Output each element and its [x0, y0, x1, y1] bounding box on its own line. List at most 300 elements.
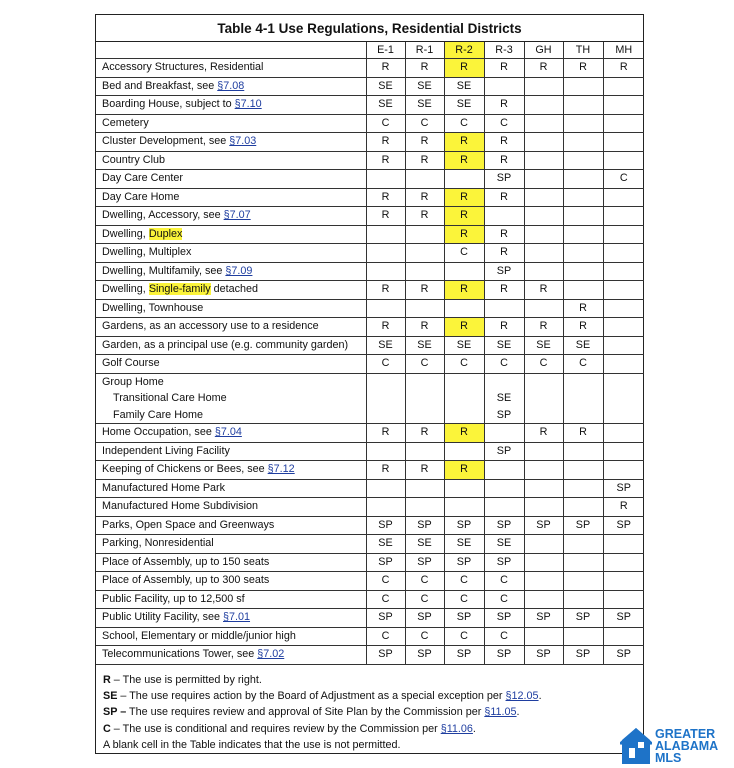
section-link[interactable]: §11.06 [440, 722, 473, 735]
permission-cell: C [524, 355, 563, 374]
section-link[interactable]: §7.07 [223, 209, 251, 221]
table-row [96, 535, 644, 554]
section-link[interactable]: §7.12 [267, 463, 295, 476]
table-row [96, 318, 644, 337]
permission-cell: SP [366, 609, 405, 628]
label-text: Dwelling, Multiplex [102, 246, 192, 258]
column-header-r-1: R-1 [405, 42, 444, 59]
permission-cell [366, 498, 405, 517]
permission-cell [405, 479, 444, 498]
permission-cell: SP [603, 609, 644, 628]
permission-cell [405, 299, 444, 318]
group-spacer [485, 374, 524, 391]
permission-cell [603, 424, 644, 443]
permission-cell [603, 77, 644, 96]
legend-line [103, 672, 542, 688]
permission-cell: SP [524, 646, 563, 665]
permission-cell: SP [524, 609, 563, 628]
permission-cell [524, 225, 563, 244]
permission-cell [563, 572, 603, 591]
use-label-cell [96, 170, 366, 189]
legend-bold: SP – [103, 706, 127, 719]
permission-cell [366, 299, 405, 318]
permission-cell [563, 479, 603, 498]
permission-cell [563, 114, 603, 133]
permission-cell: C [484, 114, 524, 133]
permission-cell [603, 535, 644, 554]
column-header-th: TH [563, 42, 603, 59]
permission-code [406, 390, 444, 407]
subgroup-label: Transitional Care Home [113, 392, 227, 405]
permission-cell: SP [444, 553, 484, 572]
section-link[interactable]: §7.09 [225, 264, 253, 277]
permission-cell [603, 262, 644, 281]
table-row [96, 590, 644, 609]
label-text: Place of Assembly, up to 150 seats [102, 555, 270, 568]
permission-cell [563, 133, 603, 152]
permission-cell: C [444, 627, 484, 646]
label-text: Dwelling, [102, 283, 149, 295]
permission-code: SE [496, 392, 512, 405]
permission-cell [524, 535, 563, 554]
permission-code [406, 407, 444, 424]
label-text: School, Elementary or middle/junior high [102, 629, 296, 642]
permission-cell [484, 479, 524, 498]
legend-bold: SE [103, 690, 118, 703]
permission-cell: R [524, 281, 563, 300]
section-link[interactable]: §11.05 [484, 706, 517, 719]
use-label-cell [96, 77, 366, 96]
label-text: Independent Living Facility [102, 444, 230, 457]
permission-code [564, 390, 603, 407]
use-label-cell [96, 281, 366, 300]
column-header-e-1: E-1 [366, 42, 405, 59]
permission-cell: R [563, 318, 603, 337]
label-text: Telecommunications Tower, see [102, 648, 258, 661]
permission-code [445, 390, 484, 407]
use-label-cell [96, 262, 366, 281]
permission-cell [603, 188, 644, 207]
permission-cell: R [444, 133, 484, 152]
permission-cell: SP [484, 516, 524, 535]
use-label-cell [96, 535, 366, 554]
watermark-line-2: ALABAMA [655, 739, 719, 753]
permission-code [367, 390, 405, 407]
group-label: Group Home [102, 375, 164, 388]
label-highlight: Single-family [148, 283, 211, 295]
greater-alabama-mls-watermark [620, 724, 734, 768]
use-label-cell [96, 96, 366, 115]
permission-cell: SP [484, 646, 524, 665]
permission-cell [563, 151, 603, 170]
permission-cell [603, 336, 644, 355]
permission-cell [484, 373, 524, 424]
permission-code [604, 407, 645, 424]
label-text: Dwelling, Accessory, see [102, 209, 224, 221]
permission-cell [563, 553, 603, 572]
table-row [96, 188, 644, 207]
permission-cell: R [563, 424, 603, 443]
permission-cell: SP [405, 646, 444, 665]
permission-cell: R [603, 59, 644, 78]
label-text: Keeping of Chickens or Bees, see [102, 463, 268, 476]
permission-cell [524, 373, 563, 424]
permission-cell [405, 170, 444, 189]
column-header-r-2: R-2 [444, 42, 484, 59]
permission-cell: C [444, 114, 484, 133]
permission-cell: SP [484, 262, 524, 281]
permission-cell [366, 479, 405, 498]
use-label-cell [96, 133, 366, 152]
permission-cell: R [444, 281, 484, 300]
permission-cell: SP [405, 553, 444, 572]
permission-cell: SE [405, 336, 444, 355]
label-text: Dwelling, [102, 227, 149, 240]
permission-cell [444, 299, 484, 318]
permission-cell [603, 207, 644, 226]
table-row [96, 151, 644, 170]
permission-cell: SP [484, 609, 524, 628]
table-row [96, 225, 644, 244]
permission-cell: C [603, 170, 644, 189]
permission-cell [405, 244, 444, 263]
legend-line [103, 721, 542, 737]
permission-cell [524, 262, 563, 281]
permission-cell: R [405, 281, 444, 300]
use-regulations-table [96, 42, 644, 665]
label-text: Parks, Open Space and Greenways [102, 518, 275, 531]
permission-cell [563, 96, 603, 115]
use-label-cell [96, 373, 366, 424]
permission-cell: SP [366, 553, 405, 572]
permission-cell: C [484, 590, 524, 609]
permission-code: SP [496, 408, 512, 421]
legend-text: . [538, 690, 542, 703]
label-text: Country Club [102, 153, 166, 166]
section-link[interactable]: §7.01 [223, 611, 251, 624]
permission-cell: C [405, 355, 444, 374]
use-label-cell [96, 479, 366, 498]
permission-cell: C [444, 244, 484, 263]
permission-cell: C [405, 114, 444, 133]
label-text: Place of Assembly, up to 300 seats [102, 574, 270, 587]
permission-cell: R [405, 188, 444, 207]
permission-cell: SE [405, 535, 444, 554]
legend-bold: R [103, 674, 111, 686]
permission-cell [405, 442, 444, 461]
table-row [96, 299, 644, 318]
group-spacer [604, 374, 645, 391]
permission-cell: R [444, 318, 484, 337]
permission-cell: SP [563, 646, 603, 665]
use-label-cell [96, 516, 366, 535]
permission-cell: SE [366, 96, 405, 115]
legend-text: – The use is conditional and requires review by the Commission per [110, 722, 441, 735]
permission-cell [524, 244, 563, 263]
watermark-line-1: GREATER [655, 727, 716, 741]
label-text: Dwelling, Townhouse [102, 301, 204, 314]
table-row [96, 609, 644, 628]
label-text: Bed and Breakfast, see [102, 79, 218, 92]
permission-cell: SP [366, 516, 405, 535]
permission-cell: R [366, 151, 405, 170]
use-label-cell [96, 336, 366, 355]
label-text: Day Care Home [102, 190, 180, 203]
label-text: Cluster Development, see [102, 135, 230, 147]
legend-text: . [472, 722, 476, 735]
permission-cell: SP [563, 609, 603, 628]
label-text: Gardens, as an accessory use to a residence [102, 320, 319, 332]
permission-cell: SP [366, 646, 405, 665]
label-text: Cemetery [102, 116, 149, 129]
use-label-cell [96, 646, 366, 665]
permission-cell [603, 281, 644, 300]
permission-cell [603, 590, 644, 609]
permission-cell: R [484, 318, 524, 337]
permission-cell: SP [484, 553, 524, 572]
permission-cell: R [484, 59, 524, 78]
table-row [96, 96, 644, 115]
use-label-cell [96, 59, 366, 78]
permission-cell [484, 424, 524, 443]
permission-cell [524, 151, 563, 170]
permission-cell [524, 170, 563, 189]
permission-cell: R [444, 424, 484, 443]
permission-cell [524, 627, 563, 646]
table-row [96, 262, 644, 281]
table-row [96, 442, 644, 461]
permission-cell: SE [563, 336, 603, 355]
column-header-mh: MH [603, 42, 644, 59]
group-spacer [525, 374, 563, 391]
label-text: detached [210, 283, 259, 295]
permission-cell [603, 96, 644, 115]
permission-cell [524, 479, 563, 498]
permission-cell: R [444, 188, 484, 207]
permission-cell: C [484, 355, 524, 374]
use-label-cell [96, 114, 366, 133]
section-link[interactable]: §7.02 [257, 648, 285, 661]
permission-cell [444, 373, 484, 424]
permission-cell [563, 627, 603, 646]
permission-cell [603, 572, 644, 591]
permission-cell [603, 114, 644, 133]
permission-cell [563, 225, 603, 244]
label-highlight: Duplex [148, 227, 183, 240]
use-label-cell [96, 498, 366, 517]
label-text: Public Utility Facility, see [102, 611, 223, 624]
permission-cell: SE [444, 336, 484, 355]
permission-cell: SE [444, 77, 484, 96]
permission-cell: R [603, 498, 644, 517]
permission-cell [444, 479, 484, 498]
permission-code [367, 407, 405, 424]
permission-cell [524, 207, 563, 226]
group-spacer [367, 374, 405, 391]
permission-code [525, 390, 563, 407]
permission-cell [603, 133, 644, 152]
permission-cell: SE [366, 77, 405, 96]
group-spacer [564, 374, 603, 391]
permission-cell: SP [405, 516, 444, 535]
permission-cell: R [366, 461, 405, 480]
table-title: Table 4-1 Use Regulations, Residential Districts [96, 15, 643, 42]
label-text: Parking, Nonresidential [102, 537, 214, 550]
legend-line [103, 688, 542, 704]
legend-text: . [516, 706, 520, 719]
header-row [96, 42, 644, 59]
permission-cell: R [405, 318, 444, 337]
permission-cell [444, 170, 484, 189]
permission-cell: C [366, 114, 405, 133]
permission-cell [444, 262, 484, 281]
permission-cell: R [484, 96, 524, 115]
permission-cell: R [366, 281, 405, 300]
use-label-cell [96, 244, 366, 263]
permission-cell: SP [444, 609, 484, 628]
use-label-cell [96, 299, 366, 318]
permission-cell: R [405, 207, 444, 226]
permission-cell: SP [603, 646, 644, 665]
permission-code [445, 407, 484, 424]
permission-cell [603, 355, 644, 374]
label-text: Accessory Structures, Residential [102, 61, 264, 73]
permission-cell [366, 244, 405, 263]
permission-cell: R [563, 59, 603, 78]
label-text: Public Facility, up to 12,500 sf [102, 592, 245, 605]
permission-cell [563, 590, 603, 609]
permission-cell: SE [484, 535, 524, 554]
permission-cell: R [444, 225, 484, 244]
permission-cell [563, 262, 603, 281]
permission-cell: SP [603, 479, 644, 498]
use-label-cell [96, 207, 366, 226]
permission-cell [524, 461, 563, 480]
permission-cell [484, 207, 524, 226]
permission-cell [524, 299, 563, 318]
header-blank-cell [96, 42, 366, 59]
table-row [96, 133, 644, 152]
permission-cell: R [444, 59, 484, 78]
use-label-cell [96, 225, 366, 244]
permission-cell: SP [444, 516, 484, 535]
label-text: Garden, as a principal use (e.g. community garden) [102, 338, 349, 351]
permission-cell [524, 114, 563, 133]
section-link[interactable]: §7.03 [229, 135, 257, 147]
permission-cell [603, 627, 644, 646]
permission-cell: R [484, 281, 524, 300]
permission-cell: R [366, 424, 405, 443]
permission-cell [563, 281, 603, 300]
permission-cell [524, 590, 563, 609]
table-row [96, 424, 644, 443]
label-text: Manufactured Home Subdivision [102, 500, 259, 513]
table-row [96, 170, 644, 189]
permission-cell [563, 170, 603, 189]
label-text: Golf Course [102, 357, 160, 369]
permission-cell: R [405, 151, 444, 170]
use-label-cell [96, 355, 366, 374]
legend-line [103, 704, 542, 720]
table-row [96, 355, 644, 374]
use-label-cell [96, 442, 366, 461]
permission-cell: SP [603, 516, 644, 535]
use-label-cell [96, 188, 366, 207]
permission-cell [603, 553, 644, 572]
permission-cell [484, 461, 524, 480]
permission-cell [563, 77, 603, 96]
permission-cell: SP [484, 170, 524, 189]
use-label-cell [96, 424, 366, 443]
permission-cell [603, 373, 644, 424]
permission-cell: C [366, 355, 405, 374]
permission-cell: R [484, 151, 524, 170]
permission-cell: R [484, 133, 524, 152]
permission-cell: R [366, 59, 405, 78]
permission-cell [366, 442, 405, 461]
permission-cell: R [444, 207, 484, 226]
permission-cell: SP [405, 609, 444, 628]
permission-cell: SP [484, 442, 524, 461]
permission-cell: R [366, 133, 405, 152]
group-spacer [406, 374, 444, 391]
permission-cell [524, 572, 563, 591]
permission-cell: SE [366, 535, 405, 554]
permission-cell [405, 225, 444, 244]
permission-cell: SP [524, 516, 563, 535]
table-row [96, 244, 644, 263]
table-row [96, 516, 644, 535]
permission-cell: SE [405, 77, 444, 96]
permission-cell: SE [366, 336, 405, 355]
section-link[interactable]: §12.05 [505, 690, 539, 703]
permission-cell [563, 535, 603, 554]
permission-cell: R [484, 244, 524, 263]
permission-cell: SP [563, 516, 603, 535]
permission-cell [524, 498, 563, 517]
permission-cell [524, 553, 563, 572]
table-row [96, 207, 644, 226]
permission-cell [603, 442, 644, 461]
section-link[interactable]: §7.10 [234, 98, 262, 110]
table-row [96, 553, 644, 572]
permission-cell: SE [444, 535, 484, 554]
permission-cell [603, 244, 644, 263]
column-header-gh: GH [524, 42, 563, 59]
permission-cell [563, 498, 603, 517]
use-label-cell [96, 590, 366, 609]
column-header-r-3: R-3 [484, 42, 524, 59]
section-link[interactable]: §7.08 [217, 79, 245, 92]
permission-cell [405, 262, 444, 281]
permission-cell [563, 244, 603, 263]
permission-cell: R [484, 225, 524, 244]
table-row [96, 336, 644, 355]
permission-cell: R [405, 424, 444, 443]
use-label-cell [96, 609, 366, 628]
permission-cell: SE [524, 336, 563, 355]
table-row [96, 646, 644, 665]
label-text: Dwelling, Multifamily, see [102, 264, 226, 277]
permission-cell [484, 77, 524, 96]
permission-cell [484, 498, 524, 517]
permission-code [525, 407, 563, 424]
section-link[interactable]: §7.04 [214, 426, 242, 439]
permission-cell: C [484, 627, 524, 646]
permission-cell: C [444, 590, 484, 609]
use-label-cell [96, 318, 366, 337]
permission-cell: R [524, 59, 563, 78]
